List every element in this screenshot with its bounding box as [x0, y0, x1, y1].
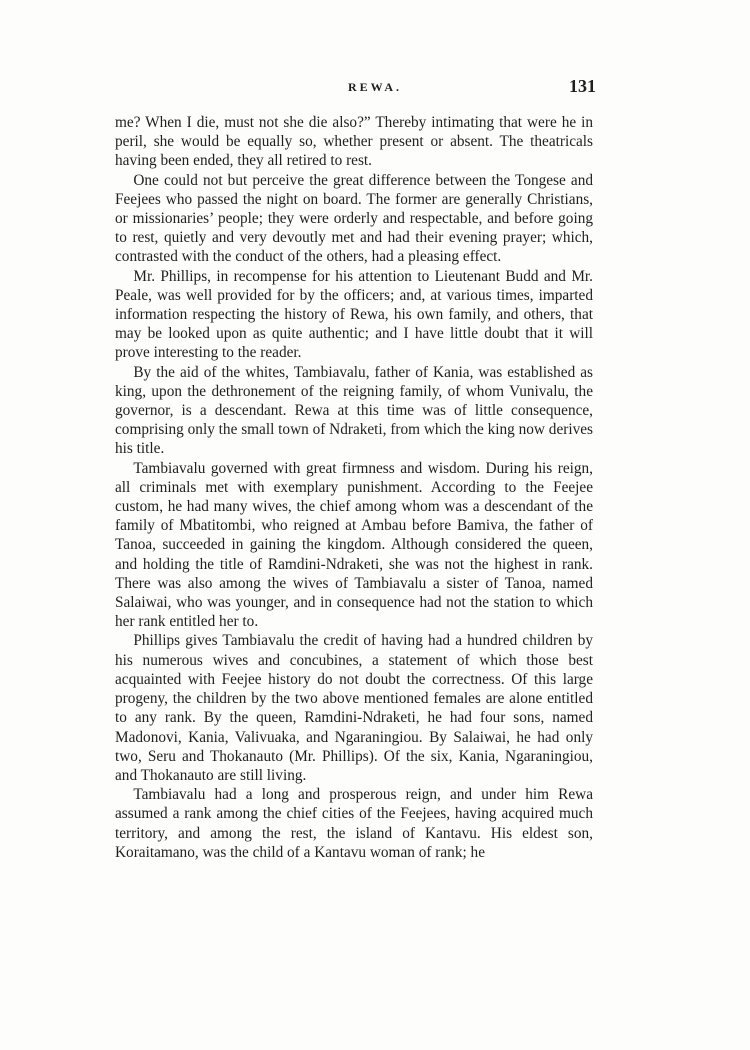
paragraph: me? When I die, must not she die also?” Thereby intimating that were he in peril, she would be equally so, whether present or absent. The theatricals having been ended, they all retired to rest. [115, 114, 593, 170]
paragraph: One could not but perceive the great difference between the Tongese and Feejees who passed the night on board. The former are generally Christians, or missionaries’ people; they were orderly and respectable, and before going to rest, quietly and very devoutly met and had their evening prayer; which, contrasted with the conduct of the others, had a pleasing effect. [115, 171, 593, 266]
paragraph: Mr. Phillips, in recompense for his attention to Lieutenant Budd and Mr. Peale, was well provided for by the officers; and, at various times, imparted information respecting the history of Rewa, his own family, and others, that may be looked upon as quite authentic; and I have little doubt that it will prove interesting to the reader. [115, 267, 593, 362]
running-head: REWA. [347, 80, 402, 94]
paragraph: Phillips gives Tambiavalu the credit of having had a hundred children by his numerous wives and concubines, a statement of which those best acquainted with Feejee history do not doubt the correctness. Of this large progeny, the children by the two above mentioned females are alone entitled to any rank. By the queen, Ramdini-Ndraketi, he had four sons, named Madonovi, Kania, Valivuaka, and Ngaraningiou. By Salaiwai, he had only two, Seru and Thokanauto (Mr. Phillips). Of the six, Kania, Ngaraningiou, and Thokanauto are still living. [115, 632, 593, 784]
paragraph: Tambiavalu governed with great firmness and wisdom. During his reign, all criminals met with exemplary punishment. According to the Feejee custom, he had many wives, the chief among whom was a descendant of the family of Mbatitombi, who reigned at Ambau before Bamiva, the father of Tanoa, succeeded in gaining the kingdom. Although considered the queen, and holding the title of Ramdini-Ndraketi, she was not the highest in rank. There was also among the wives of Tambiavalu a sister of Tanoa, named Salaiwai, who was younger, and in consequence had not the station to which her rank entitled her to. [115, 459, 593, 631]
paragraph: By the aid of the whites, Tambiavalu, father of Kania, was established as king, upon the dethronement of the reigning family, of whom Vunivalu, the governor, is a descendant. Rewa at this time was of little consequence, comprising only the small town of Ndraketi, from which the king now derives his title. [115, 363, 593, 458]
page-number: 131 [569, 76, 596, 96]
paragraph: Tambiavalu had a long and prosperous reign, and under him Rewa assumed a rank among the chief cities of the Feejees, having acquired much territory, and among the rest, the island of Kantavu. His eldest son, Koraitamano, was the child of a Kantavu woman of rank; he [115, 786, 593, 861]
body-text [115, 113, 593, 862]
